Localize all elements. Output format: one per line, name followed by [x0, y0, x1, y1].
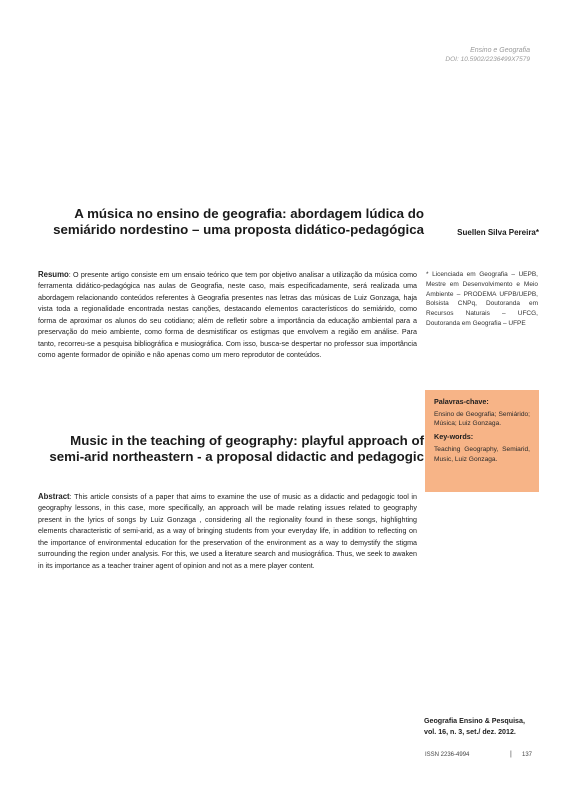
footer-separator: | — [510, 751, 512, 758]
abstract-portuguese-text: : O presente artigo consiste em um ensaio teórico que tem por objetivo analisar a utilização da música como ferramenta didático-pedagógica nas aulas de Geografia, neste caso, mais especificadamente, será realizada uma abordagem relacionando conteúdos referentes à Geografia presentes nas letras das músicas de Luiz Gonzaga, haja vista toda a regionalidade encontrada nestas canções, destacando elementos característicos do semiárido, como forma de aproximar os alunos do seu cotidiano; além de refletir sobre a importância da educação ambiental para a preservação do meio ambiente, como forma de desmistificar os estigmas que envolvem a região em análise. Para tanto, recorreu-se a pesquisa bibliográfica e musiográfica. Com isso, busca-se despertar no professor sua importância como agente formador de opinião e não apenas como um mero reprodutor de conteúdos. — [38, 271, 417, 360]
abstract-portuguese — [38, 269, 417, 362]
article-title-english: Music in the teaching of geography: playful approach of semi-arid northeastern - a proposal didactic and pedagogic — [49, 433, 424, 464]
citation-volume: vol. 16, n. 3, set./ dez. 2012. — [424, 727, 516, 736]
article-title-portuguese: A música no ensino de geografia: abordagem lúdica do semiárido nordestino – uma proposta didático-pedagógica — [53, 206, 424, 237]
issn: ISSN 2236-4994 — [425, 752, 470, 758]
keywords-english-text: Teaching Geography, Semiarid, Music, Luiz Gonzaga. — [434, 446, 530, 463]
running-head-journal: Ensino e Geografia — [470, 47, 530, 54]
abstract-english — [38, 491, 417, 572]
page-number: 137 — [522, 752, 533, 758]
keywords-box — [425, 390, 539, 492]
abstract-portuguese-label: Resumo — [38, 270, 69, 279]
citation-journal: Geografia Ensino & Pesquisa, — [424, 717, 525, 725]
author-name: Suellen Silva Pereira* — [457, 228, 539, 237]
abstract-english-text: : This article consists of a paper that aims to examine the use of music as a didactic and pedagogic tool in geography lessons, in this case, more specifically, an approach will be made relating issues related to geography present in the lyrics of songs by Luiz Gonzaga , considering all the regionality found in these songs, highlighting elements characteristic of semi-arid, as a way of bringing students from your everyday life, in addition to reflecting on the importance of environmental education for the preservation of the environment as a way to demystify the stigma surrounding the region under analysis. For this, we used a literature search and musiográfica. Thus, we seek to awaken in its importance as a teacher trainer agent of opinion and not as a mere player content. — [38, 493, 417, 570]
journal-citation — [424, 716, 544, 737]
running-head — [445, 46, 530, 64]
running-head-doi: DOI: 10.5902/2236499X7579 — [445, 56, 530, 63]
keywords-english-heading: Key-words: — [434, 432, 474, 442]
keywords-portuguese-heading: Palavras-chave: — [434, 397, 489, 406]
keywords-portuguese-text: Ensino de Geografia; Semiárido; Música; Luiz Gonzaga. — [434, 411, 530, 428]
author-footnote: * Licenciada em Geografia – UEPB, Mestre em Desenvolvimento e Meio Ambiente – PRODEMA UFPB/UEPB, Bolsista CNPq, Doutoranda em Recursos Naturais – UFCG, Doutoranda em Geografia – UFPE — [426, 271, 538, 327]
abstract-english-label: Abstract — [38, 492, 70, 501]
